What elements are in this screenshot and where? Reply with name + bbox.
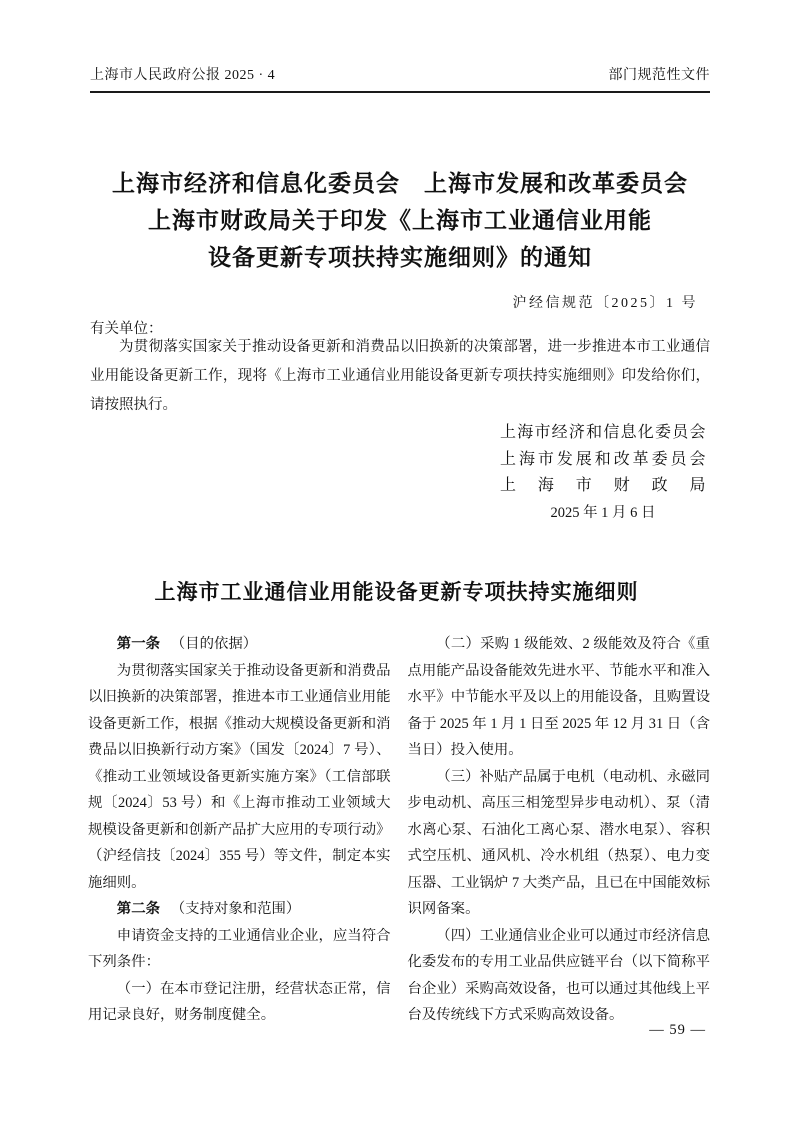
notice-title-line-1: 上海市经济和信息化委员会 上海市发展和改革委员会 [112,170,688,196]
article-2-name: （支持对象和范围） [170,901,301,917]
regulation-title: 上海市工业通信业用能设备更新专项扶持实施细则 [154,581,639,604]
doc-category-label: 部门规范性文件 [608,68,710,83]
notice-body-paragraph: 为贯彻落实国家关于推动设备更新和消费品以旧换新的决策部署，进一步推进本市工业通信业用能设备更新工作，现将《上海市工业通信业用能设备更新专项扶持实施细则》印发给你们，请按照执行。 [90,339,710,413]
article-2-heading [88,896,391,923]
article-1-heading [88,631,391,658]
article-2-number: 第二条 [116,901,160,917]
article-1-number: 第一条 [116,636,160,652]
notice-title [60,165,740,276]
article-2-paragraph-1: 申请资金支持的工业通信业企业，应当符合下列条件： [88,927,391,970]
signer-3: 上海市财政局 [500,477,706,494]
article-2-paragraph-5: （四）工业通信业企业可以通过市经济信息化委发布的专用工业品供应链平台（以下简称平台企业）采购高效设备，也可以通过其他线上平台及传统线下方式采购高效设备。 [407,927,710,1023]
signer-2: 上海市发展和改革委员会 [500,450,706,468]
salutation: 有关单位： [90,321,163,337]
article-2-paragraph-4: （三）补贴产品属于电机（电动机、永磁同步电动机、高压三相笼型异步电动机）、泵（清水离心泵、石油化工离心泵、潜水电泵）、容积式空压机、通风机、冷水机组（热泵）、电力变压器、工业锅炉 7 大类产品，且已在中国能效标识网备案。 [407,768,710,917]
page-header [90,64,710,84]
article-1-name: （目的依据） [170,636,258,652]
article-1-paragraph-1: 为贯彻落实国家关于推动设备更新和消费品以旧换新的决策部署，推进本市工业通信业用能设备更新工作，根据《推动大规模设备更新和消费品以旧换新行动方案》（国发〔2024〕7 号）、《推动工业领域设备更新实施方案》（工信部联规〔2024〕53 号）和《上海市推动工业领域大规模设备更新和创新产品扩大应用的专项行动》（沪经信技〔2024〕355 号）等文件，制定本实施细则。 [88,662,391,891]
article-2-paragraph-3: （二）采购 1 级能效、2 级能效及符合《重点用能产品设备能效先进水平、节能水平和准入水平》中节能水平及以上的用能设备，且购置设备于 2025 年 1 月 1 日至 2025 年 12 月 31 日（含当日）投入使用。 [407,636,710,758]
signature-date: 2025 年 1 月 6 日 [550,504,656,521]
signer-1: 上海市经济和信息化委员会 [500,424,706,441]
notice-title-line-3: 设备更新专项扶持实施细则》的通知 [208,244,592,270]
article-2-paragraph-2: （一）在本市登记注册，经营状态正常，信用记录良好，财务制度健全。 [88,980,391,1023]
header-divider [90,91,710,93]
gazette-title: 上海市人民政府公报 2025 · 4 [90,68,276,83]
regulation-body [88,631,710,1031]
page-number: — 59 — [649,1022,706,1038]
signature-block [500,420,706,526]
doc-number: 沪经信规范〔2025〕1 号 [512,296,698,311]
notice-title-line-2: 上海市财政局关于印发《上海市工业通信业用能 [148,207,652,233]
